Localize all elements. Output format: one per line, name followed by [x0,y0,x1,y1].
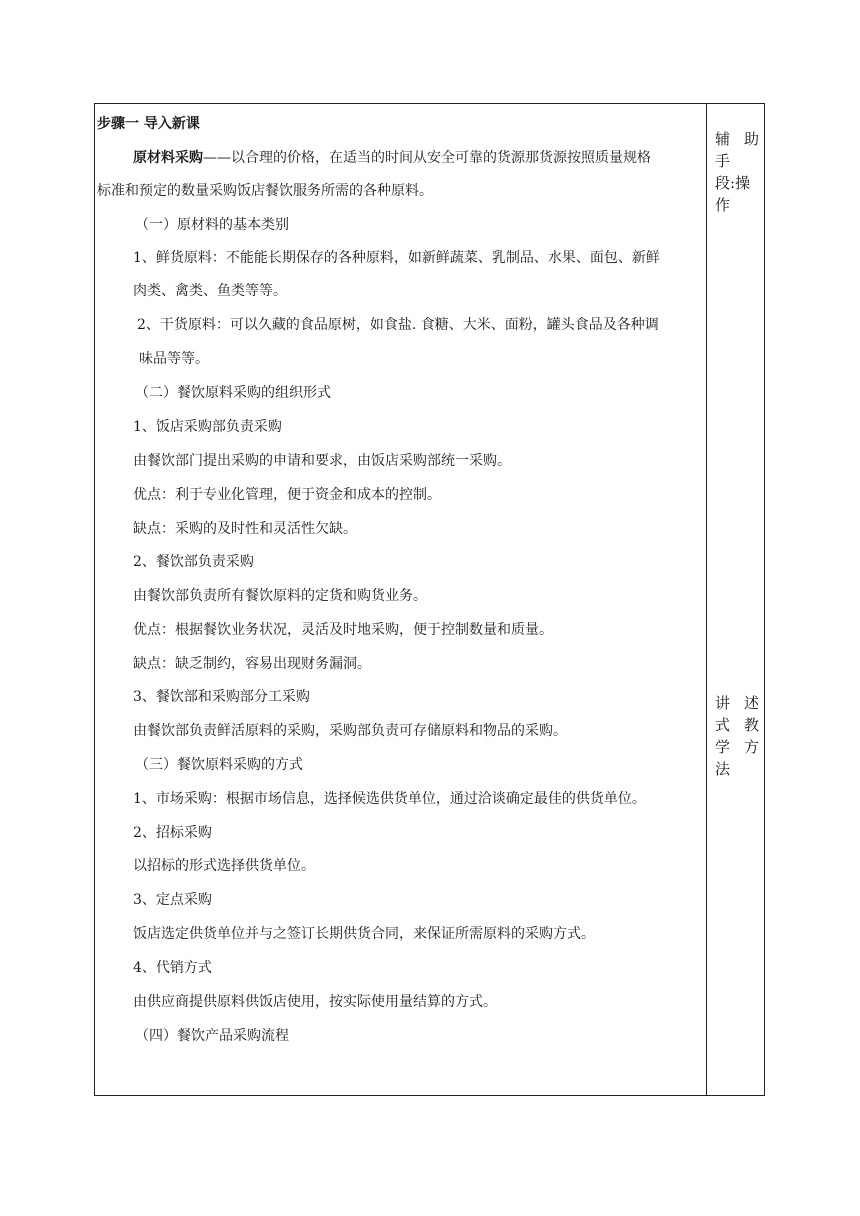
fresh-material-line-1: 1、鲜货原料：不能能长期保存的各种原料，如新鲜蔬菜、乳制品、水果、面包、新鲜 [133,250,660,266]
lesson-table [94,103,765,1096]
method-char: 述 [743,694,759,712]
org-form-1-desc: 由餐饮部门提出采购的申请和要求，由饭店采购部统一采购。 [133,453,511,469]
method-2-title: 2、招标采购 [133,825,212,841]
aid-char: 辅 [715,130,731,148]
org-form-2-pro: 优点：根据餐饮业务状况，灵活及时地采购，便于控制数量和质量。 [133,622,553,638]
method-3-desc: 饭店选定供货单位并与之签订长期供货合同，来保证所需原料的采购方式。 [133,926,595,942]
teaching-aids-label [715,128,759,216]
method-3-title: 3、定点采购 [133,892,212,908]
step-title: 步骤一 导入新课 [97,116,200,132]
method-char: 学 [715,738,731,756]
method-1: 1、市场采购：根据市场信息，选择候选供货单位，通过洽谈确定最佳的供货单位。 [133,791,646,807]
org-form-1-con: 缺点：采购的及时性和灵活性欠缺。 [133,521,357,537]
definition-term: 原材料采购 [133,150,203,166]
teaching-method-label [715,692,759,780]
method-char: 法 [715,760,731,778]
org-form-2-desc: 由餐饮部负责所有餐饮原料的定货和购货业务。 [133,588,427,604]
method-4-desc: 由供应商提供原料供饭店使用，按实际使用量结算的方式。 [133,994,497,1010]
aid-char: 手 [715,152,731,170]
method-char: 教 [743,716,759,734]
section-heading-2: （二）餐饮原料采购的组织形式 [135,385,331,401]
aid-char: 操 [735,174,751,192]
org-form-2-con: 缺点：缺乏制约，容易出现财务漏洞。 [133,656,371,672]
dry-material-line-1: 2、干货原料：可以久藏的食品原树，如食盐. 食糖、大米、面粉，罐头食品及各种调 [137,317,659,333]
aid-char: 作 [715,196,731,214]
dry-material-line-2: 味品等等。 [139,351,209,367]
definition-line-2: 标准和预定的数量采购饭店餐饮服务所需的各种原料。 [97,183,433,199]
aid-char: 助 [743,130,759,148]
definition-line-1 [133,148,651,168]
org-form-3-desc: 由餐饮部负责鲜活原料的采购，采购部负责可存储原料和物品的采购。 [133,723,567,739]
org-form-3-title: 3、餐饮部和采购部分工采购 [133,689,310,705]
fresh-material-line-2: 肉类、禽类、鱼类等等。 [133,283,287,299]
section-heading-1: （一）原材料的基本类别 [135,217,289,233]
content-cell [95,104,706,1095]
method-char: 式 [715,716,731,734]
method-4-title: 4、代销方式 [133,960,212,976]
aid-char: : [730,174,736,192]
aid-char: 段 [715,174,731,192]
org-form-2-title: 2、餐饮部负责采购 [133,554,254,570]
teaching-method-cell [707,104,764,1095]
org-form-1-pro: 优点：利于专业化管理，便于资金和成本的控制。 [133,487,441,503]
definition-text: ——以合理的价格，在适当的时间从安全可靠的货源那货源按照质量规格 [203,150,651,166]
org-form-1-title: 1、饭店采购部负责采购 [133,419,282,435]
method-char: 讲 [715,694,731,712]
method-2-desc: 以招标的形式选择供货单位。 [133,858,315,874]
method-char: 方 [743,738,759,756]
section-heading-4: （四）餐饮产品采购流程 [135,1028,289,1044]
section-heading-3: （三）餐饮原料采购的方式 [135,757,303,773]
